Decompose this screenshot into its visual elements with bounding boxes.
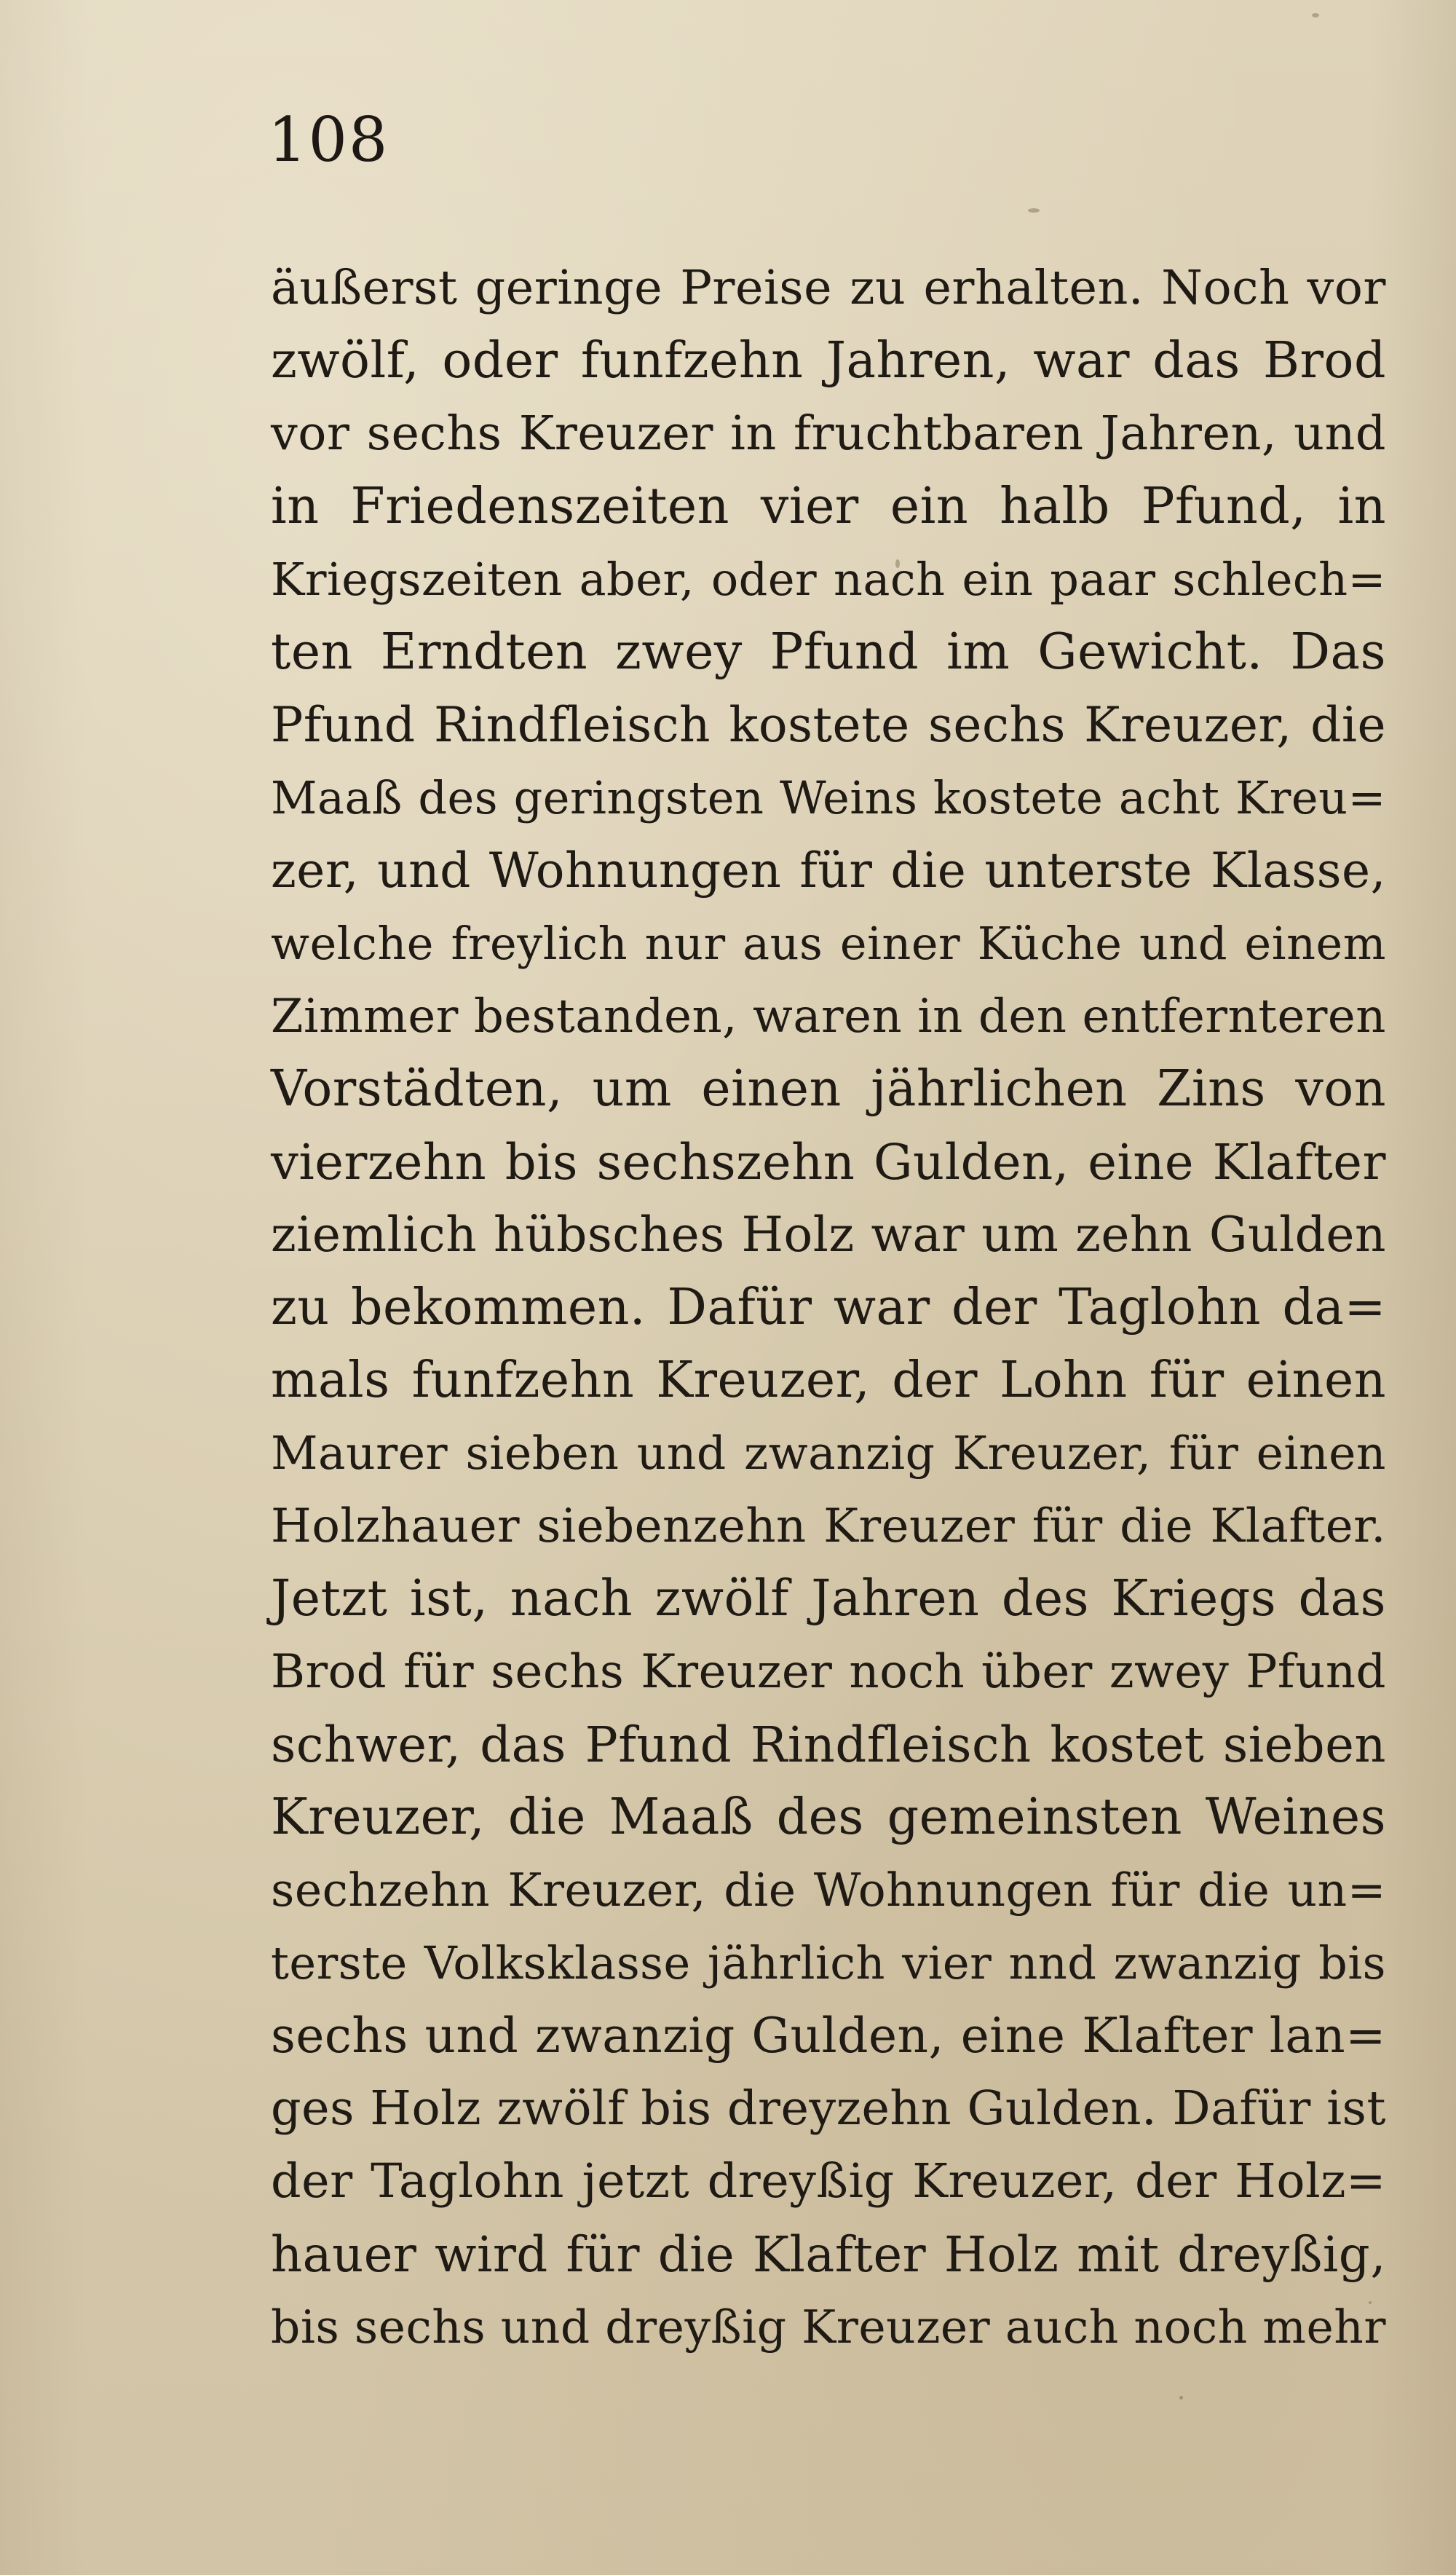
- text-line: in Friedenszeiten vier ein halb Pfund, in: [271, 478, 1386, 535]
- text-line: Kriegszeiten aber, oder nach ein paar schlech=: [271, 553, 1386, 606]
- text-line: sechs und zwanzig Gulden, eine Klafter lan=: [271, 2008, 1386, 2064]
- text-line: vor sechs Kreuzer in fruchtbaren Jahren, und: [271, 406, 1386, 461]
- text-line: Zimmer bestanden, waren in den entfernteren: [271, 990, 1386, 1044]
- text-line: vierzehn bis sechszehn Gulden, eine Klafter: [271, 1134, 1386, 1191]
- text-line: der Taglohn jetzt dreyßig Kreuzer, der Holz=: [271, 2154, 1386, 2209]
- text-line: mals funfzehn Kreuzer, der Lohn für einen: [271, 1352, 1386, 1409]
- text-line: Kreuzer, die Maaß des gemeinsten Weines: [271, 1789, 1386, 1846]
- text-line: Brod für sechs Kreuzer noch über zwey Pfund: [271, 1645, 1386, 1699]
- text-line: terste Volksklasse jährlich vier nnd zwanzig bis: [271, 1936, 1386, 1990]
- text-line: hauer wird für die Klafter Holz mit dreyßig,: [271, 2226, 1386, 2283]
- text-line: zu bekommen. Dafür war der Taglohn da=: [271, 1279, 1386, 1336]
- text-line: welche freylich nur aus einer Küche und einem: [271, 917, 1386, 970]
- text-line: Holzhauer siebenzehn Kreuzer für die Klafter.: [271, 1499, 1386, 1553]
- text-line: schwer, das Pfund Rindfleisch kostet sieben: [271, 1716, 1386, 1773]
- text-line: bis sechs und dreyßig Kreuzer auch noch mehr: [271, 2300, 1386, 2354]
- text-line: Jetzt ist, nach zwölf Jahren des Kriegs das: [271, 1570, 1386, 1628]
- page-number: 108: [268, 104, 389, 176]
- text-line: ges Holz zwölf bis dreyzehn Gulden. Dafür ist: [271, 2081, 1386, 2136]
- text-line: ten Erndten zwey Pfund im Gewicht. Das: [271, 623, 1386, 681]
- body-text: [271, 252, 1386, 2364]
- paper-speck: [1312, 13, 1319, 17]
- text-line: Maurer sieben und zwanzig Kreuzer, für einen: [271, 1427, 1386, 1480]
- text-line: ziemlich hübsches Holz war um zehn Gulden: [271, 1207, 1386, 1263]
- text-line: Maaß des geringsten Weins kostete acht Kreu=: [271, 771, 1386, 824]
- text-line: Vorstädten, um einen jährlichen Zins von: [271, 1060, 1386, 1118]
- paper-speck: [1028, 208, 1040, 213]
- text-line: äußerst geringe Preise zu erhalten. Noch vor: [271, 261, 1386, 315]
- paper-speck: [1179, 2396, 1183, 2399]
- text-line: sechzehn Kreuzer, die Wohnungen für die un=: [271, 1864, 1386, 1917]
- text-line: Pfund Rindfleisch kostete sechs Kreuzer, die: [271, 697, 1386, 753]
- text-line: zer, und Wohnungen für die unterste Klasse,: [271, 843, 1386, 899]
- text-line: zwölf, oder funfzehn Jahren, war das Brod: [271, 332, 1386, 390]
